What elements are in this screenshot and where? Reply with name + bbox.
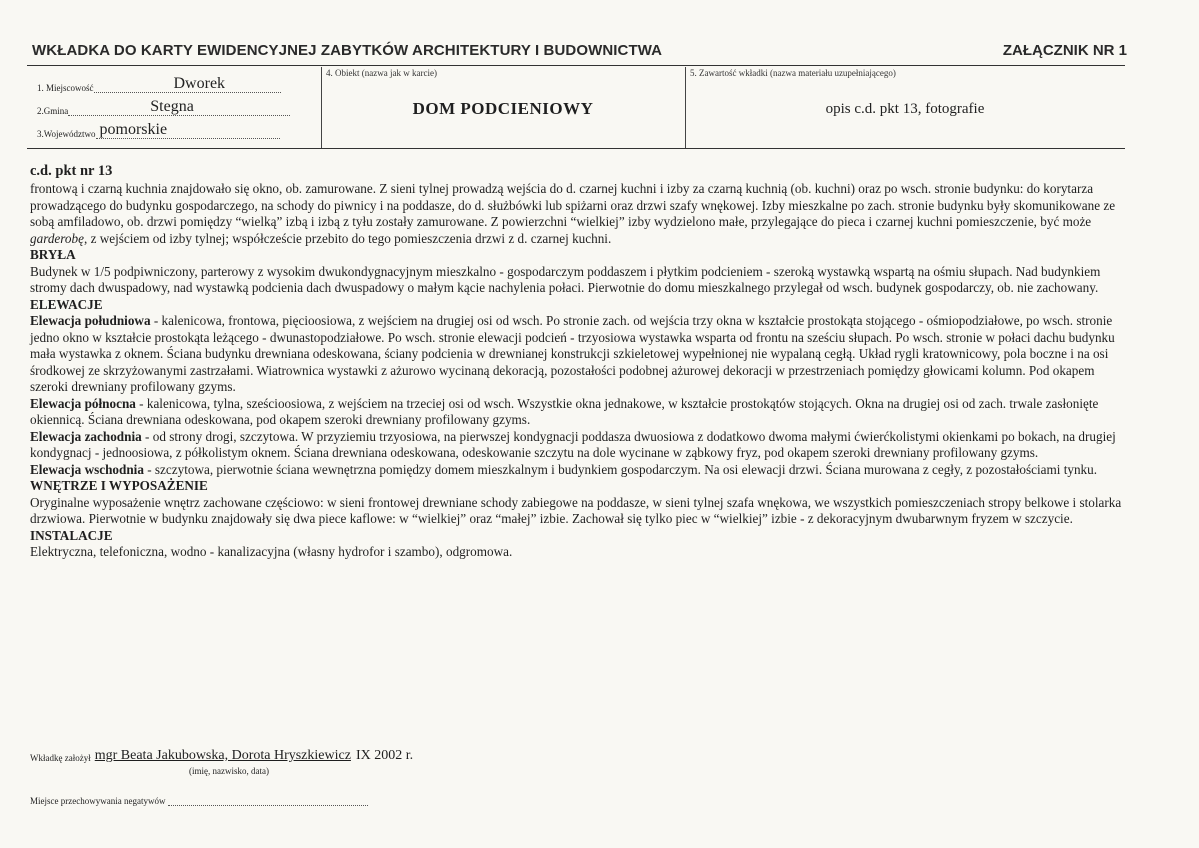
author-label: Wkładkę założył <box>30 753 91 763</box>
paragraph-elewacja-poludniowa: Elewacja południowa - kalenicowa, frontowa, pięcioosiowa, z wejściem na drugiej osi od wsch. Po stronie zach. od wejścia trzy okna w kształcie prostokąta stojącego - ośmiopodziałowe, po wsch. stronie jedno okno w kształcie prostokąta leżącego - dwunastopodziałowe. Po wsch. stronie elewacji podcień - trzyosiowa wystawka wsparta od frontu na sześciu słupach. Po wsch. stronie w połaci dachu budynku mała wystawka z oknem. Ściana budynku drewniana odeskowana, ściany podcienia w drewnianej konstrukcji szkieletowej wypełnionej nie wypalaną cegłą. Układ rygli kratownicowy, pola boczne i na osi środkowej ze skrzyżowanymi zastrzałami. Wiatrownica wystawki z ażurowo wycinaną dekoracją, pozostałości podobnej ażurowej dekoracji w przestrzeniach pomiędzy głowicami kolumn. Pod okapem szeroki drewniany profilowany gzyms. <box>30 313 1115 394</box>
header-bottom-divider <box>27 148 1125 149</box>
paragraph-elewacja-wschodnia: Elewacja wschodnia - szczytowa, pierwotnie ściana wewnętrzna pomiędzy domem mieszkalnym i budynkiem gospodarczym. Na osi elewacji drzwi. Ściana murowana z cegły, z pozostałościami tynku. <box>30 461 1098 477</box>
heading-instalacje: INSTALACJE <box>30 527 113 543</box>
paragraph-instalacje: Elektryczna, telefoniczna, wodno - kanalizacyjna (własny hydrofor i szambo), odgromowa. <box>30 544 513 559</box>
object-label: 4. Obiekt (nazwa jak w karcie) <box>326 68 437 78</box>
field-gmina: 2.Gmina Stegna <box>37 99 290 116</box>
paragraph-wnetrze: Oryginalne wyposażenie wnętrz zachowane częściowo: w sieni frontowej drewniane schody zabiegowe na poddasze, w sieni tylnej szafa wnękowa, we wszystkich pomieszczeniach stropy belkowe i stolarka drzwiowa. Pierwotnie w budynku znajdowały się dwa piece kaflowe: w “wielkiej” oraz “małej” izbie. Zachował się tylko piec w “wielkiej” izbie - z dekoracyjnym dwubarwnym fryzem w szczycie. <box>30 494 1122 526</box>
paragraph-elewacja-polnocna: Elewacja północna - kalenicowa, tylna, sześcioosiowa, z wejściem na trzeciej osi od wsch. Wszystkie okna jednakowe, w kształcie prostokątów stojących. Okna na drugiej osi od zach. trwale zasłonięte okiennicą. Ściana drewniana odeskowana, pod okapem szeroki drewniany profilowany gzyms. <box>30 395 1099 427</box>
wojewodztwo-value: pomorskie <box>96 122 280 139</box>
heading-bryla: BRYŁA <box>30 247 76 262</box>
paragraph-bryla: Budynek w 1/5 podpiwniczony, parterowy z wysokim dwukondygnacyjnym mieszkalno - gospodarczym poddaszem i płytkim podcieniem - szeroką wystawką wspartą na ośmiu słupach. Nad budynkiem stromy dach dwuspadowy, nad wystawką podcienia dach dwuspadowy o małym kącie nachylenia połaci. Pierwotnie do domu mieszkalnego przylegał od wsch. budynek gospodarczy, ob. nie zachowany. <box>30 263 1101 295</box>
gmina-value: Stegna <box>68 99 290 116</box>
object-value: DOM PODCIENIOWY <box>412 99 594 118</box>
negatives-line <box>30 796 368 806</box>
page-title: WKŁADKA DO KARTY EWIDENCYJNEJ ZABYTKÓW ARCHITEKTURY I BUDOWNICTWA <box>32 42 663 59</box>
author-line <box>30 749 413 763</box>
contents-value: opis c.d. pkt 13, fotografie <box>825 101 985 117</box>
field-wojewodztwo: 3.Województwo pomorskie <box>37 122 280 139</box>
heading-wnetrze: WNĘTRZE I WYPOSAŻENIE <box>30 478 208 493</box>
section-pkt-13: c.d. pkt nr 13 <box>30 163 113 179</box>
negatives-blank <box>168 796 368 806</box>
field-miejscowosc: 1. Miejscowość Dworek <box>37 76 281 93</box>
miejscowosc-value: Dworek <box>94 76 281 93</box>
author-hint: (imię, nazwisko, data) <box>189 766 269 776</box>
top-divider <box>27 65 1125 66</box>
description-body <box>30 162 1128 561</box>
author-names: mgr Beata Jakubowska, Dorota Hryszkiewicz <box>94 748 351 763</box>
heading-elewacje: ELEWACJE <box>30 296 103 312</box>
negatives-label: Miejsce przechowywania negatywów <box>30 796 166 806</box>
attachment-number: ZAŁĄCZNIK NR 1 <box>1002 42 1127 59</box>
paragraph-rooms: frontową i czarną kuchnia znajdowało się okno, ob. zamurowane. Z sieni tylnej prowadzą wejścia do d. czarnej kuchni i izby za czarną kuchnią (ob. kuchni) oraz po wsch. stronie budynku: do korytarza prowadzącego do budynku gospodarczego, na schody do piwnicy i na poddasze, do d. służbówki lub spiżarni oraz drzwi szafy wnękowej. Izby mieszkalne po zach. stronie budynku były skomunikowane ze sobą amfiladowo, ob. drzwi pomiędzy “wielką” izbą i izbą z tyłu zostały zamurowane. Z powierzchni “wielkiej” izby wydzielono małe, przylegające do pieca i czarnej kuchni pomieszczenie, być może garderobę, z wejściem od izby tylnej; współczeście przebito do tego pomieszczenia drzwi z d. czarnej kuchni. <box>30 181 1116 246</box>
author-date: IX 2002 r. <box>355 748 414 763</box>
paragraph-elewacja-zachodnia: Elewacja zachodnia - od strony drogi, szczytowa. W przyziemiu trzyosiowa, na pierwszej kondygnacji poddasza dwuosiowa z dodatkowo dwoma małymi ćwierćkolistymi okienkami po bokach, na drugiej kondygnacj - jednoosiowa, z półkolistym oknem. Ściana drewniana odeskowana, odeskowanie szczytu na dole wycinane w ząbkowy fryz, pod okapem szeroki drewniany profilowany gzyms. <box>30 428 1116 460</box>
contents-label: 5. Zawartość wkładki (nazwa materiału uzupełniającego) <box>690 68 896 78</box>
